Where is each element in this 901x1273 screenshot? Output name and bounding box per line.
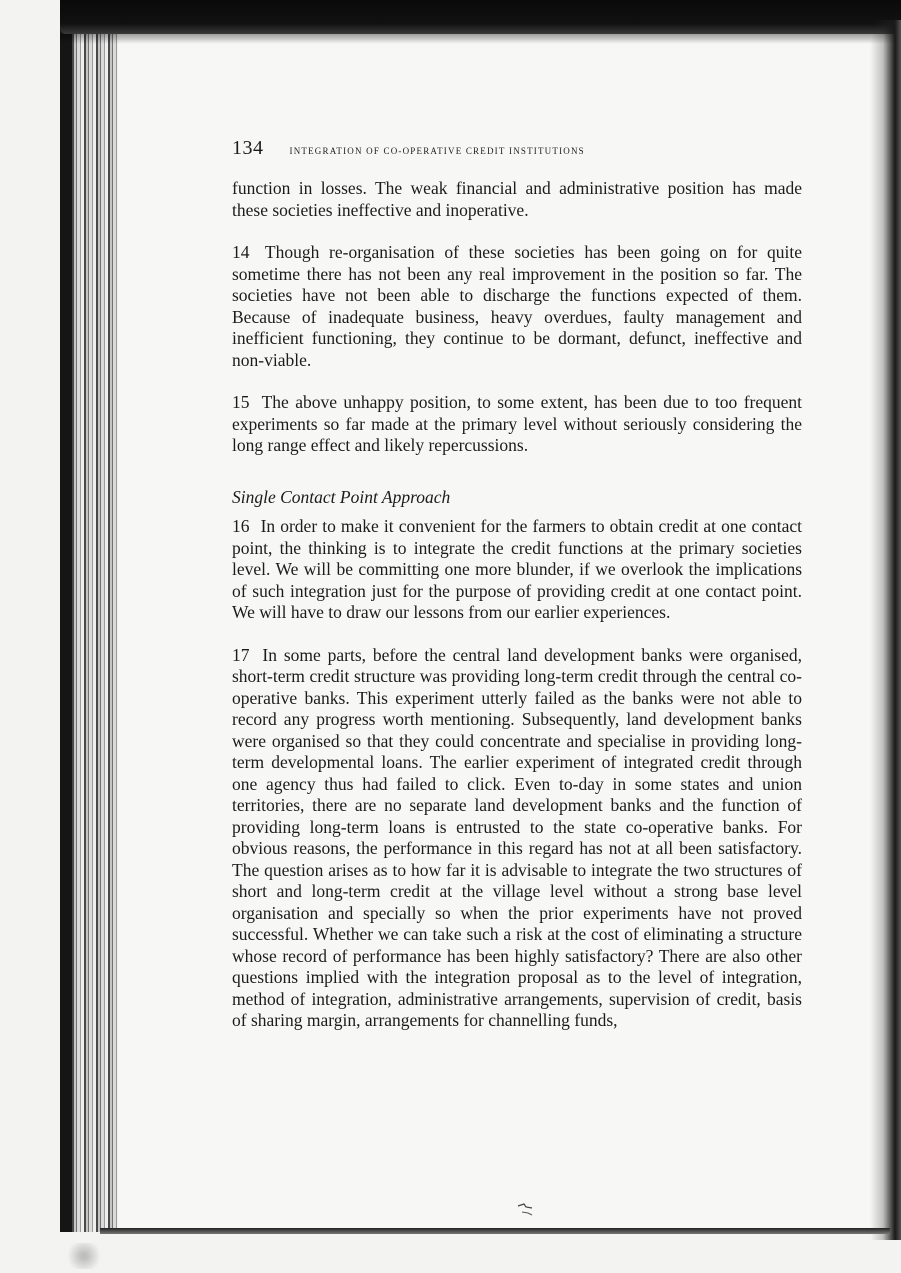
intro-paragraph: function in losses. The weak financial and administrative position has made these societies ineffective and inoperative.	[232, 178, 802, 220]
bottom-page-edge	[100, 1228, 890, 1234]
page-number: 134	[232, 137, 264, 159]
section-subheading: Single Contact Point Approach	[232, 486, 451, 507]
page-header	[232, 137, 802, 161]
paragraph-15	[232, 392, 802, 457]
binding-shadow	[60, 10, 72, 1232]
paragraph-17	[232, 645, 802, 1032]
paragraph-14	[232, 242, 802, 371]
top-page-shadow	[60, 0, 901, 34]
running-title: integration of co-operative credit institutions	[289, 143, 585, 157]
paragraph-number: 16	[232, 516, 250, 536]
scan-artifact	[64, 1243, 104, 1269]
paragraph-16	[232, 516, 802, 624]
right-page-edge	[871, 20, 901, 1240]
paragraph-number: 17	[232, 644, 250, 665]
paragraph-text: In order to make it convenient for the farmers to obtain credit at one contact point, the thinking is to integrate the credit functions at the primary societies level. We will be committing one more blunder, if we overlook the implications of such integration just for the purpose of providing credit at one contact point. We will have to draw our lessons from our earlier experiences.	[232, 516, 802, 622]
paragraph-number: 14	[232, 242, 250, 262]
paragraph-number: 15	[232, 392, 250, 412]
paragraph-text: Though re-organisation of these societies has been going on for quite sometime there has not been any real improvement in the position so far. The societies have not been able to discharge the functions expected of them. Because of inadequate business, heavy overdues, faulty management and inefficient functioning, they continue to be dormant, defunct, ineffective and non-viable.	[232, 242, 802, 370]
printer-mark-icon	[510, 1200, 540, 1220]
page-body	[232, 178, 802, 1053]
paragraph-text: The above unhappy position, to some extent, has been due to too frequent experiments so far made at the primary level without seriously considering the long range effect and likely repercussions.	[232, 392, 803, 455]
top-shadow-fade	[60, 34, 901, 44]
paragraph-text: In some parts, before the central land development banks were organised, short-term credit structure was providing long-term credit through the central co-operative banks. This experiment utterly failed as the banks were not able to record any progress worth mentioning. Subsequently, land development banks were organised so that they could concentrate and specialise in providing long-term developmental loans. The earlier experiment of integrated credit through one agency thus had failed to click. Even to-day in some states and union territories, there are no separate land development banks and the function of providing long-term loans is entrusted to the state co-operative banks. For obvious reasons, the performance in this regard has not at all been satisfactory. The question arises as to how far it is advisable to integrate the two structures of short and long-term credit at the village level without a strong base level organisation and specially so when the prior experiments have not proved successful. Whether we can take such a risk at the cost of eliminating a structure whose record of performance has been highly satisfactory? There are also other questions implied with the integration proposal as to the level of integration, method of integration, administrative arrangements, supervision of credit, basis of sharing margin, arrangements for channelling funds,	[232, 644, 803, 1030]
